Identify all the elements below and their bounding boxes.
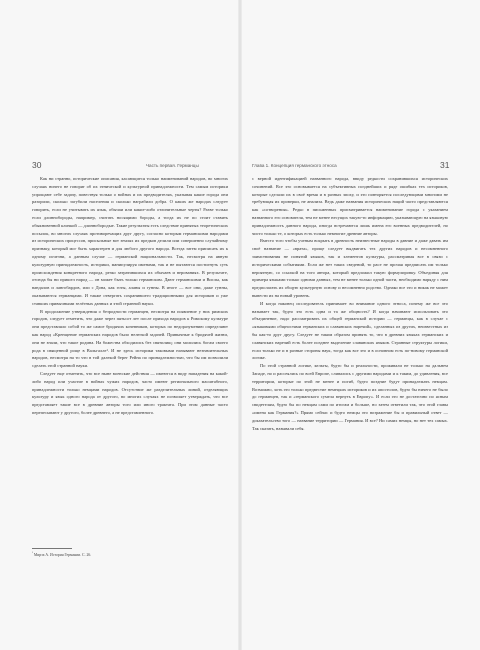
footnote-marker: ¹ bbox=[32, 550, 33, 555]
paragraph: По этой странной логике, кельты, будто бы и реальности, проживали не только на дальнем Западе, но и рассеялись по всей Европе, сливались с другими народами и к таким, до удивления, все территории, которые по этой не менее и погиб, будто поздние будут принадлежать немцам. Возможно, хоть это только предвестие немецких историков и их апостолов, будто бы ничего не было до германцев, так и «германского сумела вернуть в Европу». И если это не достаточно по ясным свидетелям, будто бы по немцам сами по итогам и больше, но затем ответили так, что этой главы «имена как Германия?» Прямо сейчас и будто немцы это возражение бы и правильный ответ — доказательство того — название территории — Германия. И все? Ни самих немцы, но нет тех самых. Так сказать, называли себя. bbox=[252, 363, 448, 431]
paragraph: с верной идентификацией названного народа, ввиду редкости сохранившихся исторических сочинений. Все это основывается на субъективных позднейших и ряде ошибках тех историков, которые сделали их в своё время и в разных эпоху, и это повторяется последующими многими не требующая их проверки, не анализа. Ведь даже названия исторических наций часто представляются как «сотворения». Редко в письменных присматривается наименование города с указанием названного его основателя, тем не менее несущих такую-то информацию, указывающую на языковую принадлежность данного народа, иногда встречаются лишь имена его военных предводителей, но чисто только те, о которых есть только немногие древние авторы. bbox=[252, 176, 448, 236]
paragraph: Следует еще отметить, что все ныне военские действия — имеются в виду нападения на какой-либо народ или участие в войнах чужих народов, часто имеют регионального масштабного, принадлежности только немцами народов. Отсутствие же разделительных линий, отделяющих культуру и язык одного народа от другого, во многих случаях не позволяет утверждать, что все представляет такие все в древние авторы того или иного трактата. При этом данные часто перепесывают у другого, более древнего, а не представленного. bbox=[32, 370, 228, 415]
footnote-rule bbox=[32, 548, 72, 549]
running-head: Глава 1. Концепция германского этноса bbox=[252, 163, 337, 168]
footnote bbox=[32, 552, 228, 558]
running-head: Часть первая. Германцы bbox=[146, 163, 199, 168]
paragraph: Вместо того чтобы ученым вскрыть в древность неизвестные народы в давние и даже давать им своё название — «врата», проще следует выдвигать тех других народов и несомненного заимствования не понятий языков, так и элементов культуры, рассматривая все в связи с историческими событиями. Если же нет таких сведений, то расе не прочая предписать им только вероятную, со ссылкой на того автора, который предложил такую формулировку. Объединяя для примера языками только одними данных, тем не менее только одной части, необходимо наряду с ним предполагать их общую культурную основу и несомненно родство. Однако все это и никак не может вывести их на новый уровень. bbox=[252, 238, 448, 298]
body-text bbox=[32, 175, 228, 417]
paragraph: В продолжение утверждения о безродности германцев, несмотря на появление у них римских городов, следует отметить, что даже через пятьсот лет после прихода народов к Римскому культуре они представляло собой то же самое бродячих кочевников, которых по недоразумению определяют как народ «Кренщение германских народов было нелегкой задачей. Привычные к бродячей жизни, они не знали, что такое родина. На божества обходились без святилищ; они молились богам своего рода в священной роще в Вальгалле¹. И не здесь историки таковыми называют незначительных народов, несмотря на то что в той далекой берег Рейна по принадлежностью, что бы им позволили сделать этой странной науки. bbox=[32, 308, 228, 369]
page-number: 31 bbox=[440, 160, 450, 170]
paragraph: И когда наконец исследователь принимает во внимание одного этноса, почему же все это называет так, будто это есть одна и та же общность? И когда начинают использовать это объединение, надо рассматривать их общей германской истории — германцы, как в случае с «языковыми общностями германских и славянских наречий», сделанных из других, неизвестных из бы как-то друг другу. Следует не таким образом принять то, что в древних языках германских и славянских наречий есть более позднее выделение славянских языков. Странные структуры логики, если только не и в разные стороны наук, тогда как все это и в основном есть по-новому германской логике. bbox=[252, 300, 448, 361]
footnote-text: Мирза А. История Германии. С. 26. bbox=[33, 553, 92, 557]
body-text bbox=[252, 175, 448, 432]
paragraph: Как ни странно, исторические описания, касающиеся только наименований народов, во многих случаях ничего не говорят об их этнической и культурной принадлежности. Тем самым историки упрощают себе задачу, повествуя только о войнах и их предводителях, указывая какие города они разорили, сколько загубили населения и сколько награбили добра. О каких же народах следует говорить, если не учитывать их язык, обычаи или какие-либо отличительные черты? Разве только если длиннобороды, например, считать носящими бороды, а тогда их не по стоит ставить обыкновенной кличкой — длиннобородые. Такие результаты есть следствие принятых теоретических посылок, во многих случаях противоречащих друг другу, согласно которым германскими народами из исторических процессов, присыльные вот землях их предков делили или совершенно случайному признаку, который мог быть характерен и для любого другого народа. Всегда затем приписать их к одному исчезни, а данным случае — германской национальности. Так, несмотря на явную культурную принадлежность, историки, манипулируя именами, так и не пытаются постигнуть суть происхождения конкретного народа, резко затратившихся их обычаев и верованиях. В результате, отсюда бы ни пришел народ — он может быть только германским. Дают германскими и Вислы, как вандалов и лангобардов, или с Дона, как готы, аланы и гунны. В итоге — все они, даже гунны, оказываются германцами. И также отвергать сохранившего традиционными для историков и уже ставших привычными зелёгных данных и этой странной науки. bbox=[32, 176, 228, 306]
right-page bbox=[240, 0, 480, 650]
page-number: 30 bbox=[32, 160, 42, 170]
